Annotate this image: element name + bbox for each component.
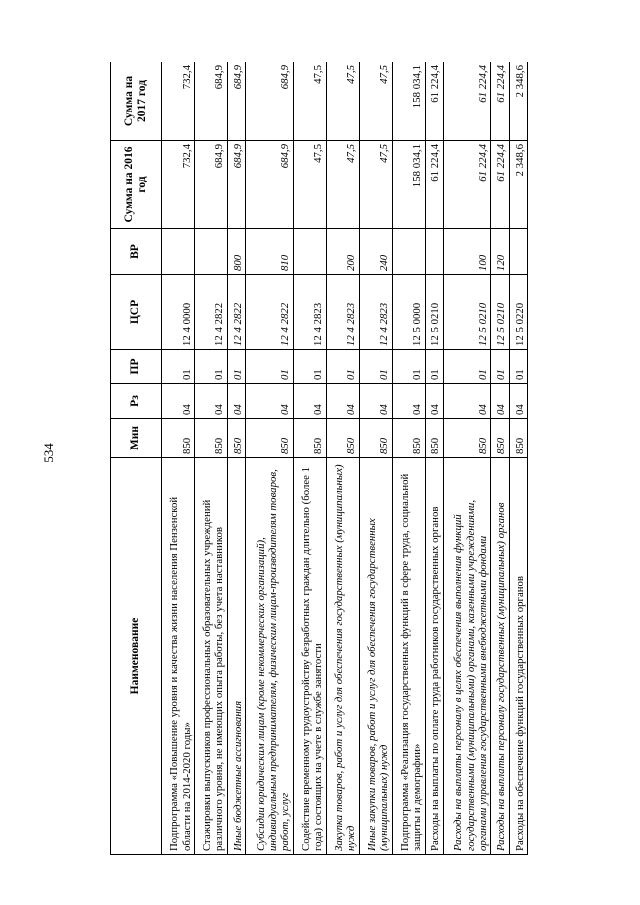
cell-sum-2016: 47,5 — [326, 141, 359, 229]
cell-sum-2017: 61 224,4 — [443, 62, 491, 141]
cell-pr: 01 — [425, 350, 443, 384]
cell-min: 850 — [509, 419, 527, 458]
table-row — [392, 62, 425, 855]
cell-name: Расходы на выплаты персоналу в целях обеспечения выполнения функций государственными (муниципальными) органами, казенными учреждениями, органами управления государственными внебюджетными фондами — [443, 458, 491, 855]
header-csr: ЦСР — [111, 275, 162, 350]
header-sum-2016: Сумма на 2016 год — [111, 141, 162, 229]
cell-pr: 01 — [491, 350, 509, 384]
cell-rz: 04 — [293, 384, 326, 419]
cell-name: Закупка товаров, работ и услуг для обеспечения государственных (муниципальных) нужд — [326, 458, 359, 855]
cell-min: 850 — [443, 419, 491, 458]
table-row — [326, 62, 359, 855]
cell-vr: 200 — [326, 229, 359, 275]
table-row — [425, 62, 443, 855]
cell-min: 850 — [359, 419, 392, 458]
table-row — [293, 62, 326, 855]
cell-sum-2017: 61 224,4 — [425, 62, 443, 141]
page-number-container — [36, 0, 62, 905]
cell-sum-2017: 158 034,1 — [392, 62, 425, 141]
cell-sum-2016: 47,5 — [293, 141, 326, 229]
cell-rz: 04 — [227, 384, 245, 419]
cell-sum-2017: 47,5 — [293, 62, 326, 141]
cell-sum-2017: 684,9 — [194, 62, 227, 141]
header-pr: ПР — [111, 350, 162, 384]
cell-name: Расходы на выплаты персоналу государственных (муниципальных) органов — [491, 458, 509, 855]
cell-min: 850 — [326, 419, 359, 458]
cell-rz: 04 — [162, 384, 195, 419]
table-row — [359, 62, 392, 855]
cell-csr: 12 4 2822 — [246, 275, 294, 350]
cell-sum-2016: 61 224,4 — [443, 141, 491, 229]
cell-vr: 120 — [491, 229, 509, 275]
header-rz: Рз — [111, 384, 162, 419]
cell-vr — [194, 229, 227, 275]
cell-name: Расходы на обеспечение функций государственных органов — [509, 458, 527, 855]
cell-csr: 12 5 0210 — [443, 275, 491, 350]
table-row — [162, 62, 195, 855]
table-body — [162, 62, 528, 855]
cell-name: Подпрограмма «Реализация государственных функций в сфере труда, социальной защиты и демографии» — [392, 458, 425, 855]
header-vr: ВР — [111, 229, 162, 275]
cell-vr — [509, 229, 527, 275]
cell-min: 850 — [162, 419, 195, 458]
budget-table — [110, 62, 528, 855]
cell-rz: 04 — [359, 384, 392, 419]
cell-vr — [162, 229, 195, 275]
cell-vr: 810 — [246, 229, 294, 275]
table-row — [491, 62, 509, 855]
cell-rz: 04 — [246, 384, 294, 419]
table-row — [443, 62, 491, 855]
cell-name: Субсидии юридическим лицам (кроме некоммерческих организаций), индивидуальным предпринимателям, физическим лицам-производителям товаров, работ, услуг — [246, 458, 294, 855]
cell-pr: 01 — [392, 350, 425, 384]
cell-vr — [293, 229, 326, 275]
cell-sum-2017: 2 348,6 — [509, 62, 527, 141]
cell-sum-2017: 47,5 — [326, 62, 359, 141]
cell-vr: 800 — [227, 229, 245, 275]
cell-min: 850 — [293, 419, 326, 458]
cell-sum-2017: 684,9 — [246, 62, 294, 141]
cell-pr: 01 — [359, 350, 392, 384]
cell-name: Стажировки выпускников профессиональных образовательных учреждений различного уровня, не имеющих опыта работы, без учета наставников — [194, 458, 227, 855]
cell-csr: 12 4 2822 — [194, 275, 227, 350]
cell-csr: 12 5 0210 — [425, 275, 443, 350]
page-number: 534 — [41, 442, 56, 463]
cell-pr: 01 — [293, 350, 326, 384]
cell-csr: 12 4 2823 — [326, 275, 359, 350]
cell-pr: 01 — [443, 350, 491, 384]
cell-sum-2016: 732,4 — [162, 141, 195, 229]
cell-min: 850 — [194, 419, 227, 458]
cell-sum-2016: 158 034,1 — [392, 141, 425, 229]
cell-vr — [425, 229, 443, 275]
budget-table-frame — [110, 62, 528, 855]
table-header-row — [111, 62, 162, 855]
cell-csr: 12 5 0000 — [392, 275, 425, 350]
cell-pr: 01 — [246, 350, 294, 384]
header-min: Мин — [111, 419, 162, 458]
cell-sum-2016: 47,5 — [359, 141, 392, 229]
cell-rz: 04 — [194, 384, 227, 419]
cell-sum-2016: 61 224,4 — [425, 141, 443, 229]
budget-table-rotated — [110, 62, 528, 855]
cell-rz: 04 — [392, 384, 425, 419]
cell-pr: 01 — [326, 350, 359, 384]
cell-pr: 01 — [227, 350, 245, 384]
cell-sum-2016: 684,9 — [227, 141, 245, 229]
header-name: Наименование — [111, 458, 162, 855]
table-row — [246, 62, 294, 855]
cell-rz: 04 — [443, 384, 491, 419]
cell-rz: 04 — [491, 384, 509, 419]
cell-name: Расходы на выплаты по оплате труда работников государственных органов — [425, 458, 443, 855]
cell-name: Содействие временному трудоустройству безработных граждан длительно (более 1 года) состоящих на учете в службе занятости — [293, 458, 326, 855]
cell-sum-2016: 684,9 — [246, 141, 294, 229]
cell-vr: 100 — [443, 229, 491, 275]
cell-csr: 12 5 0220 — [509, 275, 527, 350]
cell-pr: 01 — [162, 350, 195, 384]
cell-csr: 12 4 2823 — [293, 275, 326, 350]
cell-sum-2017: 47,5 — [359, 62, 392, 141]
table-row — [227, 62, 245, 855]
cell-name: Иные закупки товаров, работ и услуг для обеспечения государственных (муниципальных) нужд — [359, 458, 392, 855]
cell-min: 850 — [227, 419, 245, 458]
cell-pr: 01 — [509, 350, 527, 384]
cell-vr: 240 — [359, 229, 392, 275]
cell-pr: 01 — [194, 350, 227, 384]
cell-name: Подпрограмма «Повышение уровня и качества жизни населения Пензенской области на 2014-2020 годы» — [162, 458, 195, 855]
cell-rz: 04 — [425, 384, 443, 419]
cell-vr — [392, 229, 425, 275]
cell-name: Иные бюджетные ассигнования — [227, 458, 245, 855]
cell-csr: 12 4 2822 — [227, 275, 245, 350]
cell-sum-2016: 61 224,4 — [491, 141, 509, 229]
cell-sum-2016: 2 348,6 — [509, 141, 527, 229]
header-sum-2017: Сумма на 2017 год — [111, 62, 162, 141]
cell-min: 850 — [425, 419, 443, 458]
cell-sum-2017: 61 224,4 — [491, 62, 509, 141]
cell-min: 850 — [491, 419, 509, 458]
cell-rz: 04 — [326, 384, 359, 419]
table-row — [194, 62, 227, 855]
cell-min: 850 — [392, 419, 425, 458]
cell-csr: 12 4 2823 — [359, 275, 392, 350]
cell-sum-2017: 732,4 — [162, 62, 195, 141]
cell-csr: 12 5 0210 — [491, 275, 509, 350]
cell-min: 850 — [246, 419, 294, 458]
cell-csr: 12 4 0000 — [162, 275, 195, 350]
table-row — [509, 62, 527, 855]
cell-sum-2016: 684,9 — [194, 141, 227, 229]
cell-sum-2017: 684,9 — [227, 62, 245, 141]
cell-rz: 04 — [509, 384, 527, 419]
